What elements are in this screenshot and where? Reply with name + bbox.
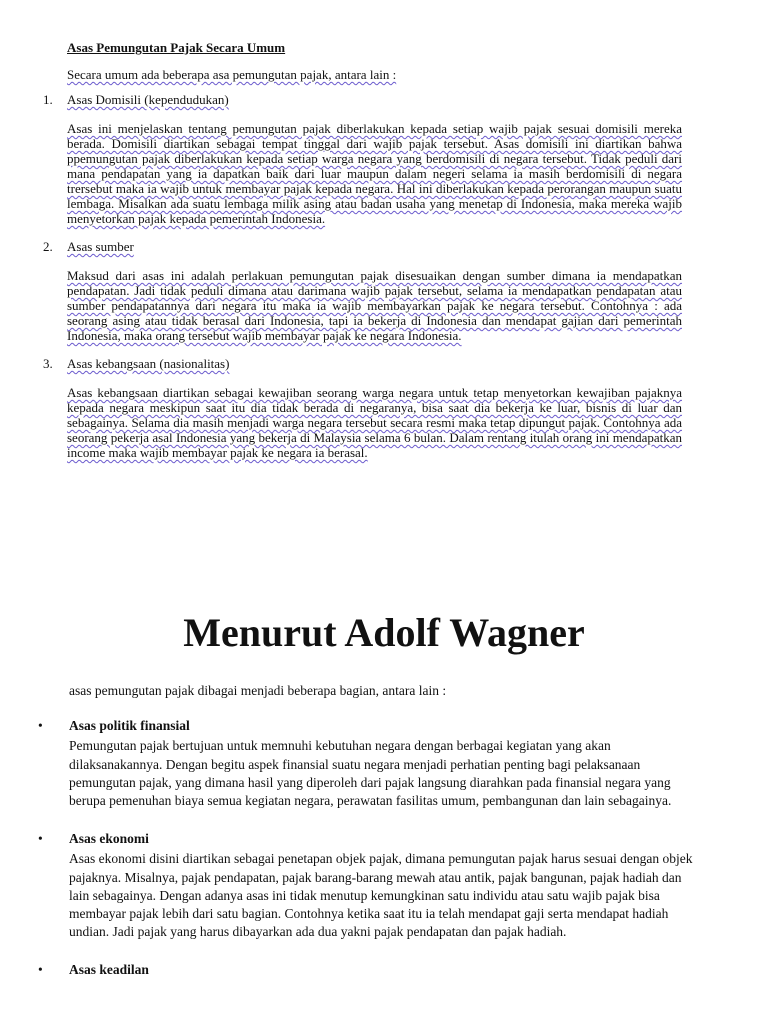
item-number: 1. (43, 92, 53, 107)
bullet-heading-text: Asas keadilan (69, 962, 149, 978)
section-intro: Secara umum ada beberapa asa pemungutan pajak, antara lain : (67, 67, 397, 82)
item-heading-text: Asas kebangsaan (nasionalitas) (67, 356, 230, 371)
item-paragraph: Maksud dari asas ini adalah perlakuan pemungutan pajak disesuaikan dengan sumber dimana ia mendapatkan pendapatan. Jadi tidak peduli dimana atau darimana wajib pajak tersebut, selama ia mendapatkan pendapatan atau sumber pendapatannya dari negara itu maka ia wajib membayarkan pajak ke negara tersebut. Contohnya : ada seorang asing atau tidak berasal dari Indonesia, tapi ia bekerja di Indonesia dan mendapat gajian dari pemerintah Indonesia, maka orang tersebut wajib membayar pajak ke negara Indonesia. (67, 268, 682, 343)
bullet-paragraph: Asas ekonomi disini diartikan sebagai penetapan objek pajak, dimana pemungutan pajak harus sesuai dengan objek pajaknya. Misalnya, pajak pendapatan, pajak barang-barang mewah atau antik, pajak bangunan, pajak hadiah dan lain sebagainya. Dengan adanya asas ini tidak menutup kemungkinan satu individu atau satu wajib pajak bisa membayar pajak lebih dari satu bagian. Contohnya ketika saat itu ia telah mendapat gaji serta mendapat hadiah undian. Jadi pajak yang harus dibayarkan ada dua yakni pajak pendapatan dan pajak hadiah. (69, 851, 693, 940)
item-number: 2. (43, 239, 53, 254)
bullet-heading (38, 717, 703, 735)
numbered-item-heading (43, 239, 682, 254)
bullet-icon: • (38, 962, 43, 978)
bullet-heading (38, 830, 703, 848)
bullet-heading-text: Asas politik finansial (69, 718, 190, 734)
section-adolf-wagner (38, 682, 703, 982)
section-title: Asas Pemungutan Pajak Secara Umum (67, 40, 286, 55)
item-paragraph: Asas ini menjelaskan tentang pemungutan pajak diberlakukan kepada setiap wajib pajak sesuai domisili mereka berada. Domisili diartikan sebagai tempat tinggal dari wajib pajak tersebut. Asas domisili ini diartikan bahwa ppemungutan pajak diberlakukan kepada setiap warga negara yang berdomisili di negara tersebut. Tidak peduli dari mana pendapatan yang ia dapatkan baik dari luar maupun dalam negeri selama ia masih berdomisili di negara trersebut maka ia wajib untuk membayar pajak kepada negara. Hal ini diberlakukan kepada perorangan maupun suatu lembaga. Misalkan ada suatu lembaga milik asing atau badan usaha yang menetap di Indonesia, maka mereka wajib menyetorkan pajak kepada pemerintah Indonesia. (67, 121, 682, 226)
numbered-item-heading (43, 92, 682, 107)
item-heading-text: Asas sumber (67, 239, 134, 254)
bullet-icon: • (38, 831, 43, 847)
item-heading-text: Asas Domisili (kependudukan) (67, 92, 229, 107)
bullet-paragraph: Pemungutan pajak bertujuan untuk memnuhi kebutuhan negara dengan berbagai kegiatan yang akan dilaksanakannya. Dengan begitu aspek finansial suatu negara menjadi perhatian penting bagi pelaksanaan pemungutan pajak, yang dimana hasil yang diperoleh dari pajak langsung diarahkan pada finansial negara yang berupa pemenuhan biaya semua kegiatan negara, perawatan fasilitas umum, pembangunan dan lain sebagainya. (69, 738, 672, 809)
item-number: 3. (43, 356, 53, 371)
section-general-principles (43, 40, 682, 473)
section-intro: asas pemungutan pajak dibagai menjadi beberapa bagian, antara lain : (69, 683, 447, 698)
bullet-heading-text: Asas ekonomi (69, 831, 149, 847)
bullet-heading (38, 961, 703, 979)
numbered-item-heading (43, 356, 682, 371)
bullet-icon: • (38, 718, 43, 734)
main-heading: Menurut Adolf Wagner (183, 610, 585, 655)
item-paragraph: Asas kebangsaan diartikan sebagai kewajiban seorang warga negara untuk tetap menyetorkan kewajiban pajaknya kepada negara meskipun saat itu dia tidak berada di negaranya, bisa saat dia bekerja ke luar, bisnis di luar dan sebagainya. Selama dia masih menjadi warga negara tersebut secara resmi maka tetap dipungut pajak. Contohnya ada seorang pekerja asal Indonesia yang bekerja di Malaysia selama 6 bulan. Dalam rentang itulah orang ini mendapatkan income maka wajib membayar pajak ke negara ia berasal. (67, 385, 682, 460)
